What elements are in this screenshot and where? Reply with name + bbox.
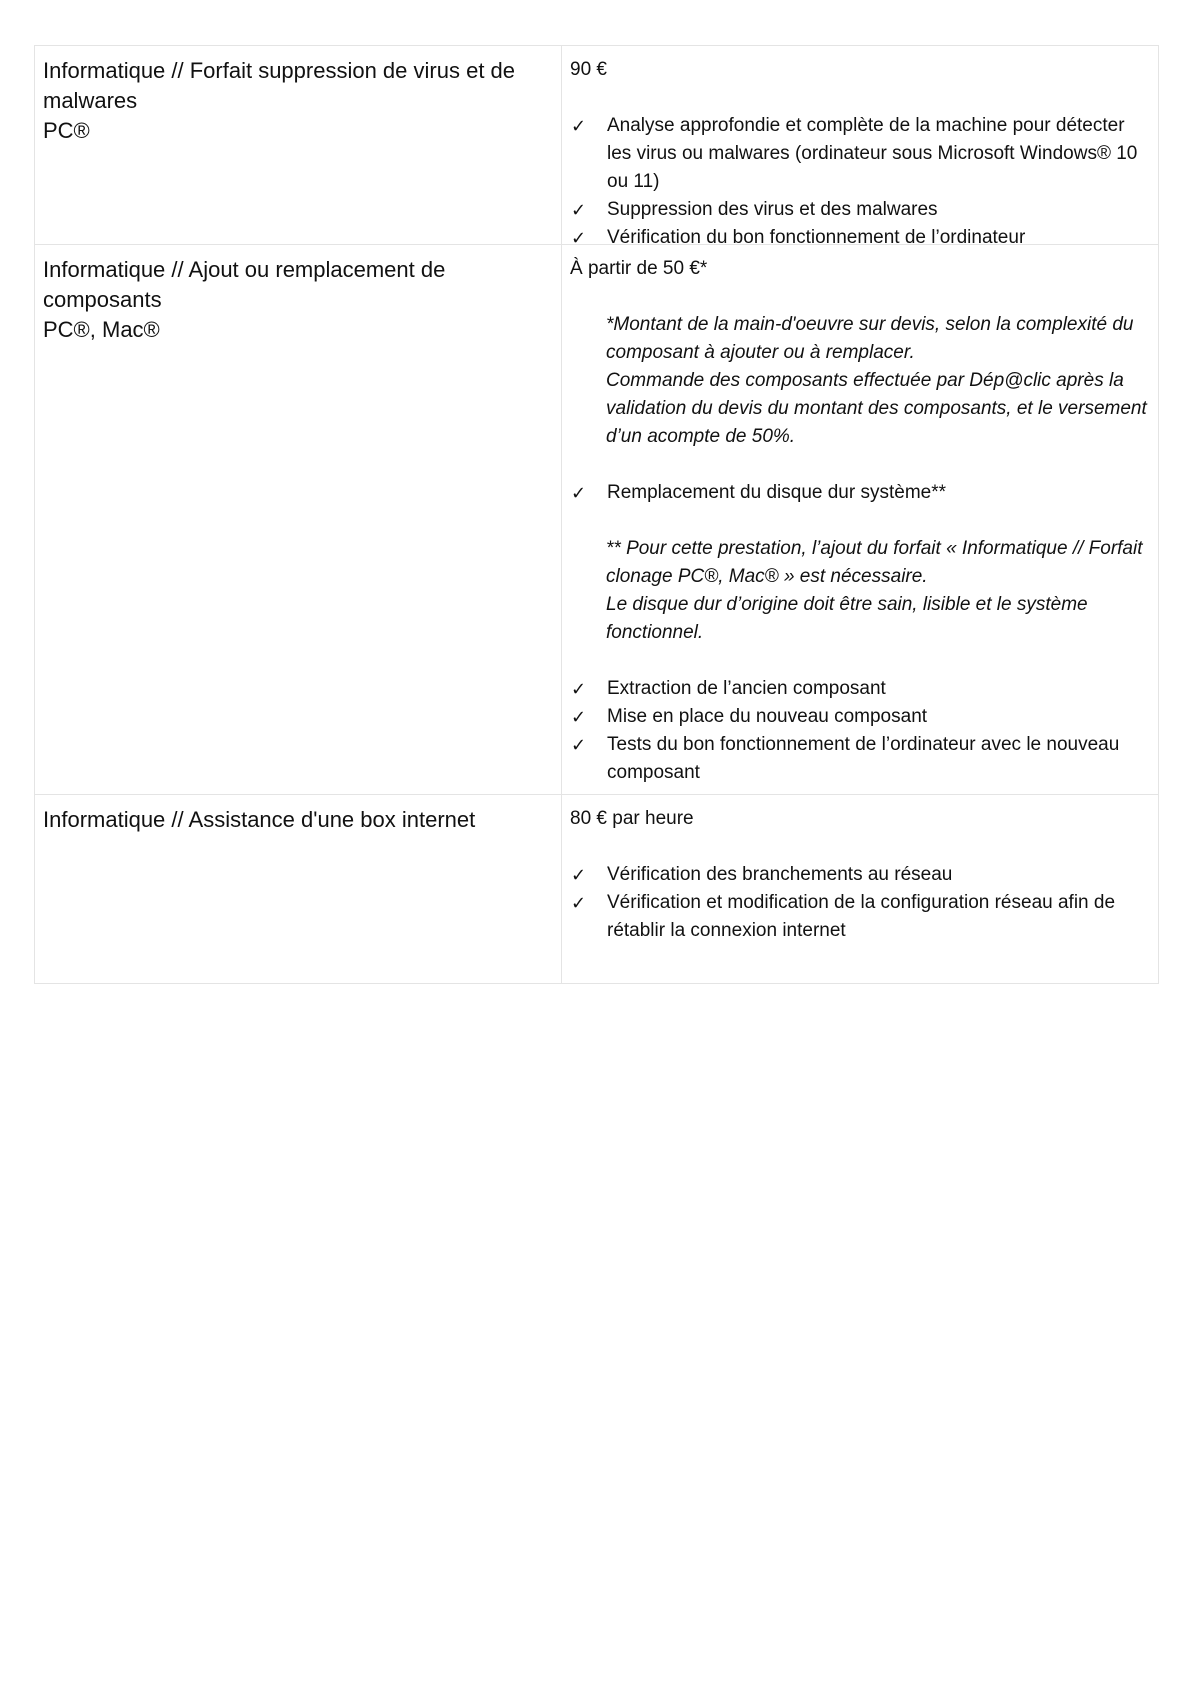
check-icon: ✓ [571,679,587,699]
check-icon: ✓ [571,200,587,220]
disk-note: ** Pour cette prestation, l’ajout du forfait « Informatique // Forfait clonage PC®, Mac® » est nécessaire. Le disque dur d’origine doit être sain, lisible et le système fonctionnel. [606,538,1143,643]
service-price: À partir de 50 €* [570,258,708,279]
list-item: ✓ Tests du bon fonctionnement de l’ordinateur avec le nouveau composant [570,731,1148,787]
service-row-components [35,245,1159,795]
feature-list [570,675,1148,787]
service-price: 90 € [570,59,607,80]
feature-list [570,112,1148,252]
feature-list [570,479,1148,507]
check-icon: ✓ [571,116,587,136]
list-item: ✓ Mise en place du nouveau composant [570,703,1148,731]
service-details-cell [562,46,1159,248]
service-title: Informatique // Assistance d'une box internet [43,807,476,832]
list-item: ✓ Vérification des branchements au réseau [570,861,1148,889]
list-item: ✓ Vérification du bon fonctionnement de l’ordinateur [570,224,1148,252]
services-table [34,45,1159,984]
service-details-cell [562,245,1159,794]
check-icon: ✓ [571,228,587,248]
list-item: ✓ Vérification et modification de la configuration réseau afin de rétablir la connexion internet [570,889,1148,945]
check-icon: ✓ [571,865,587,885]
service-details-cell [562,795,1159,983]
pricing-note: *Montant de la main-d'oeuvre sur devis, selon la complexité du composant à ajouter ou à remplacer. Commande des composants effectuée par Dép@clic après la validation du devis du montant des composants, et le versement d’un acompte de 50%. [606,314,1147,447]
feature-list [570,861,1148,945]
service-title: Informatique // Ajout ou remplacement de composants PC®, Mac® [43,257,446,342]
service-title: Informatique // Forfait suppression de virus et de malwares PC® [43,58,516,143]
service-row-internet-box [35,795,1159,984]
check-icon: ✓ [571,735,587,755]
list-item: ✓ Remplacement du disque dur système** [570,479,1148,507]
service-name-cell [35,46,562,244]
list-item: ✓ Suppression des virus et des malwares [570,196,1148,224]
service-name-cell [35,795,562,983]
list-item: ✓ Analyse approfondie et complète de la machine pour détecter les virus ou malwares (ordinateur sous Microsoft Windows® 10 ou 11) [570,112,1148,196]
service-row-virus-removal [35,46,1159,248]
check-icon: ✓ [571,893,587,913]
list-item: ✓ Extraction de l’ancien composant [570,675,1148,703]
check-icon: ✓ [571,707,587,727]
service-price: 80 € par heure [570,808,694,829]
service-name-cell [35,245,562,794]
check-icon: ✓ [571,483,587,503]
